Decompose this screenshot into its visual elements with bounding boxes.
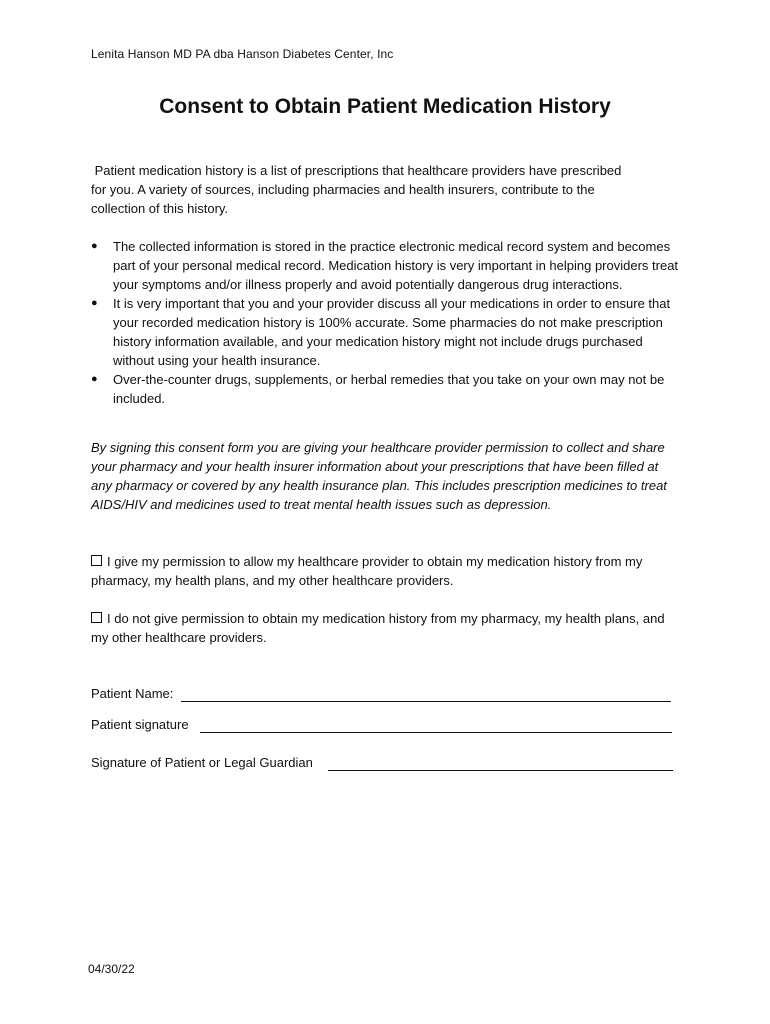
- info-bullet-list: [91, 237, 681, 408]
- page-title: Consent to Obtain Patient Medication History: [159, 95, 611, 118]
- guardian-signature-field[interactable]: [328, 770, 673, 771]
- consent-notice: By signing this consent form you are giving your healthcare provider permission to collect and share your pharmacy and your health insurer information about your prescriptions that have been filled at any pharmacy or covered by any health insurance plan. This includes prescription medicines to treat AIDS/HIV and medicines used to treat mental health issues such as depression.: [91, 440, 667, 512]
- list-item: [91, 370, 681, 408]
- list-item: [91, 294, 681, 370]
- patient-name-field[interactable]: [181, 701, 671, 702]
- bullet-icon: ●: [91, 297, 98, 309]
- bullet-text: It is very important that you and your provider discuss all your medications in order to ensure that your recorded medication history is 100% accurate. Some pharmacies do not make prescription history information available, and your medication history might not include drugs purchased without using your health insurance.: [113, 296, 671, 368]
- bullet-icon: ●: [91, 373, 98, 385]
- patient-name-label: Patient Name:: [91, 686, 174, 701]
- consent-option-give: [91, 552, 681, 590]
- deny-permission-checkbox[interactable]: [91, 612, 102, 623]
- patient-signature-field[interactable]: [200, 732, 672, 733]
- guardian-signature-label: Signature of Patient or Legal Guardian: [91, 755, 313, 770]
- bullet-icon: ●: [91, 240, 98, 252]
- list-item: [91, 237, 681, 294]
- give-permission-label: I give my permission to allow my healthcare provider to obtain my medication history from my pharmacy, my health plans, and my other healthcare providers.: [91, 554, 643, 588]
- deny-permission-label: I do not give permission to obtain my medication history from my pharmacy, my health plans, and my other healthcare providers.: [91, 611, 665, 645]
- intro-paragraph: Patient medication history is a list of prescriptions that healthcare providers have prescribed for you. A variety of sources, including pharmacies and health insurers, contribute to the collection of this history.: [91, 163, 622, 216]
- bullet-text: The collected information is stored in the practice electronic medical record system and becomes part of your personal medical record. Medication history is very important in helping providers treat your symptoms and/or illness properly and avoid potentially dangerous drug interactions.: [113, 239, 679, 292]
- document-date: 04/30/22: [88, 962, 135, 976]
- patient-signature-label: Patient signature: [91, 717, 189, 732]
- give-permission-checkbox[interactable]: [91, 555, 102, 566]
- bullet-text: Over-the-counter drugs, supplements, or herbal remedies that you take on your own may not be included.: [113, 372, 665, 406]
- consent-option-deny: [91, 609, 681, 647]
- organization-header: Lenita Hanson MD PA dba Hanson Diabetes Center, Inc: [91, 47, 394, 61]
